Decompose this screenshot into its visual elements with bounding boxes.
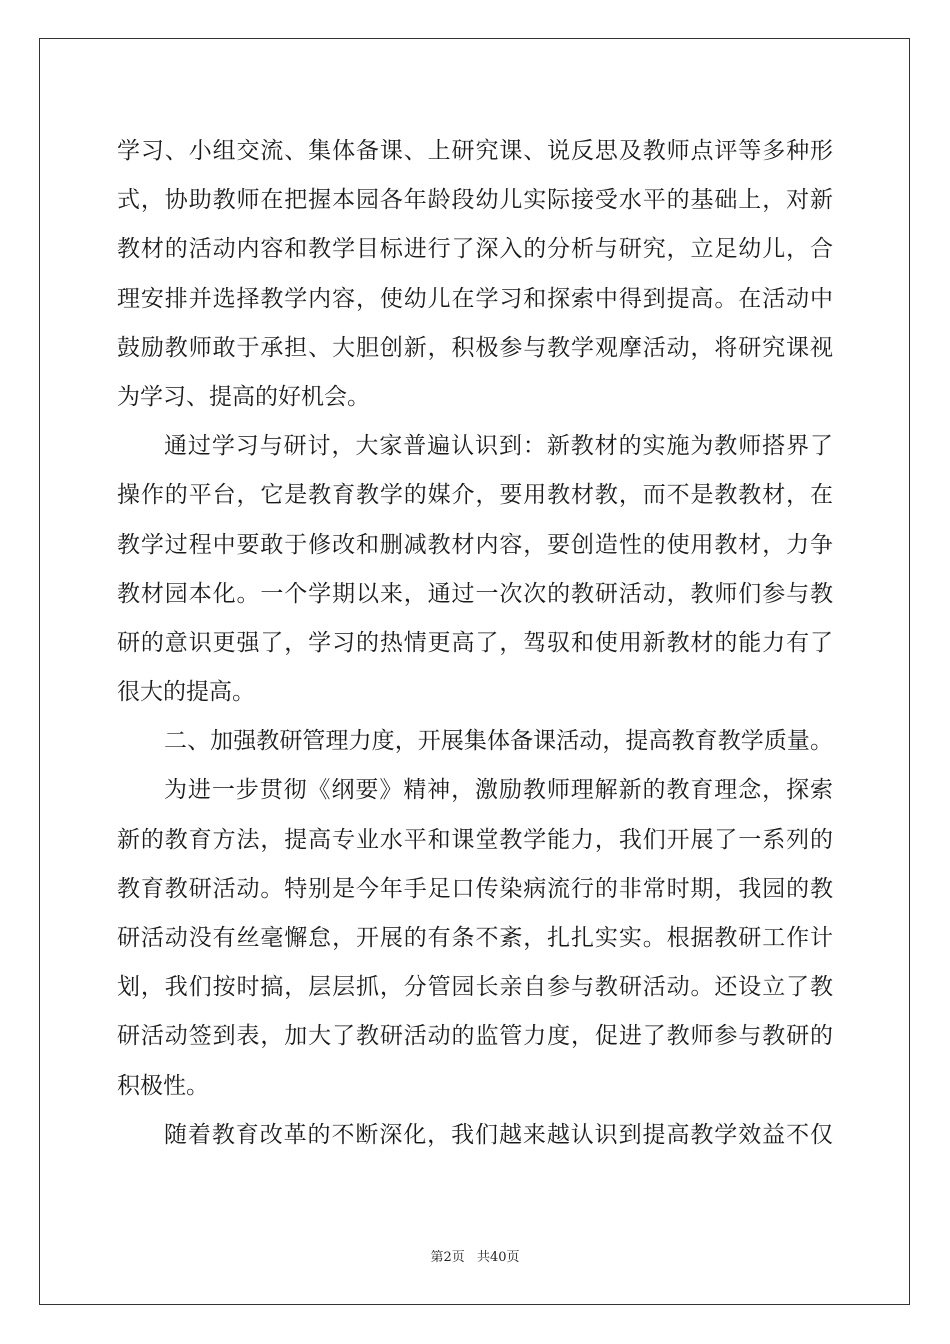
page-number: 第2页	[430, 1250, 465, 1265]
text-line: 为学习、提高的好机会。	[117, 383, 370, 410]
text-line: 研活动签到表，加大了教研活动的监管力度，促进了教师参与教研的	[117, 1023, 833, 1050]
text-line: 研活动没有丝毫懈怠，开展的有条不紊，扎扎实实。根据教研工作计	[117, 925, 833, 951]
page-footer	[0, 1246, 950, 1265]
text-line: 很大的提高。	[117, 679, 255, 706]
text-line: 通过学习与研讨，大家普遍认识到：新教材的实施为教师搭界了	[164, 433, 833, 460]
text-line: 研的意识更强了，学习的热情更高了，驾驭和使用新教材的能力有了	[117, 629, 833, 656]
text-line: 积极性。	[117, 1072, 209, 1099]
text-line: 鼓励教师敢于承担、大胆创新，积极参与教学观摩活动，将研究课视	[117, 334, 833, 361]
page-total: 共40页	[476, 1250, 520, 1265]
text-line: 教材的活动内容和教学目标进行了深入的分析与研究，立足幼儿，合	[117, 236, 833, 263]
text-line: 划，我们按时搞，层层抓，分管园长亲自参与教研活动。还设立了教	[117, 974, 833, 1001]
text-line: 二、加强教研管理力度，开展集体备课活动，提高教育教学质量。	[164, 728, 833, 755]
text-line: 随着教育改革的不断深化，我们越来越认识到提高教学效益不仅	[164, 1121, 833, 1148]
document-body	[117, 127, 833, 1160]
text-line: 教材园本化。一个学期以来，通过一次次的教研活动，教师们参与教	[117, 580, 833, 607]
text-line: 为进一步贯彻《纲要》精神，激励教师理解新的教育理念，探索	[164, 777, 833, 804]
text-line: 式，协助教师在把握本园各年龄段幼儿实际接受水平的基础上，对新	[117, 187, 833, 214]
text-line: 操作的平台，它是教育教学的媒介，要用教材教，而不是教教材，在	[117, 482, 833, 509]
text-line: 教学过程中要敢于修改和删减教材内容，要创造性的使用教材，力争	[117, 531, 833, 558]
text-line: 理安排并选择教学内容，使幼儿在学习和探索中得到提高。在活动中	[117, 285, 833, 312]
text-line: 教育教研活动。特别是今年手足口传染病流行的非常时期，我园的教	[117, 875, 833, 902]
text-line: 新的教育方法，提高专业水平和课堂教学能力，我们开展了一系列的	[117, 826, 833, 853]
text-line: 学习、小组交流、集体备课、上研究课、说反思及教师点评等多种形	[117, 138, 833, 164]
